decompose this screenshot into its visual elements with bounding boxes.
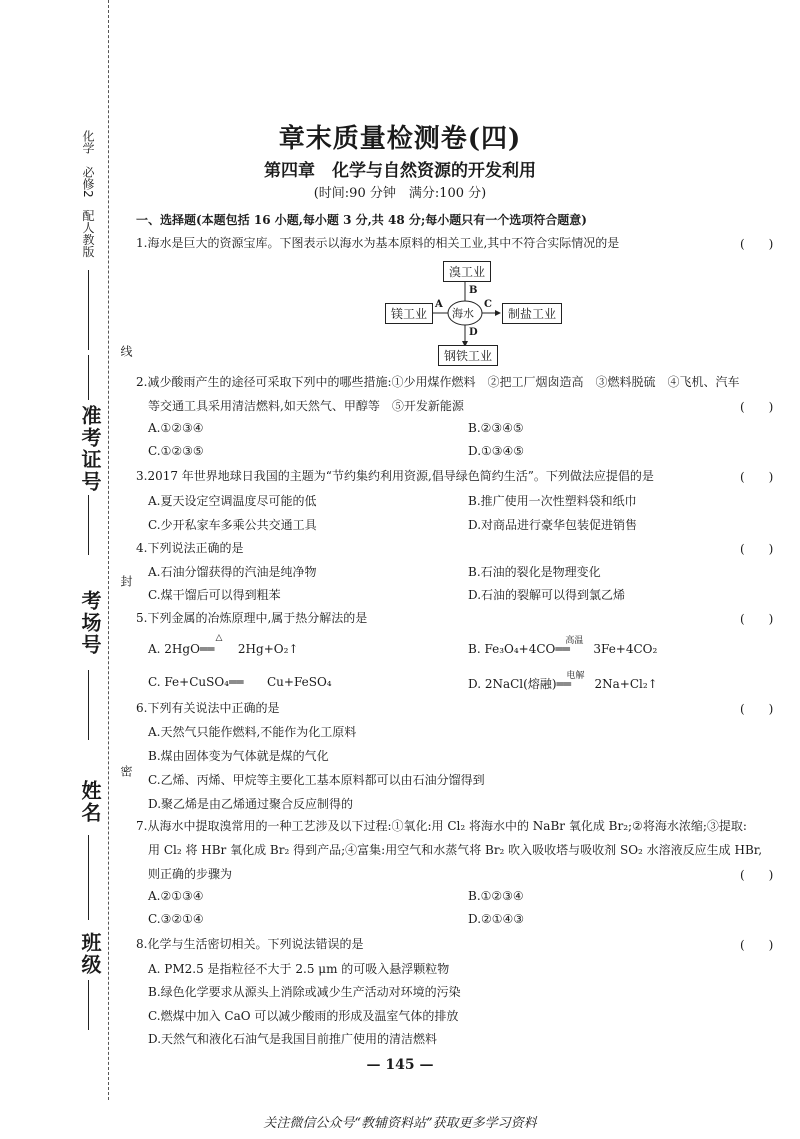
q3-option-b: B.推广使用一次性塑料袋和纸巾	[468, 494, 637, 508]
q8-option-d: D.天然气和液化石油气是我国目前推广使用的清洁燃料	[148, 1032, 438, 1046]
question-2-line-2: 等交通工具采用清洁燃料,如天然气、甲醇等 ⑤开发新能源	[148, 399, 464, 413]
bromine-industry-box: 溴工业	[443, 261, 491, 282]
question-3: 3.2017 年世界地球日我国的主题为“节约集约利用资源,倡导绿色简约生活”。下列做法应提倡的是	[136, 469, 654, 483]
answer-paren-2: ( )	[740, 400, 774, 414]
q3-option-d: D.对商品进行豪华包装促进销售	[468, 518, 638, 532]
mark-line: 线	[119, 345, 133, 357]
answer-paren-4: ( )	[740, 542, 774, 556]
q8-option-b: B.绿色化学要求从源头上消除或减少生产活动对环境的污染	[148, 985, 461, 999]
room-number-label: 考场号	[78, 590, 102, 656]
page-number: — 145 —	[366, 1057, 434, 1073]
name-label: 姓名	[78, 780, 102, 824]
q7-option-d: D.②①④③	[468, 912, 525, 926]
answer-paren-5: ( )	[740, 612, 774, 626]
q5-option-d: D. 2NaCl(熔融) 电解 ══ 2Na+Cl₂↑	[468, 671, 658, 691]
answer-paren-1: ( )	[740, 237, 774, 251]
exam-number-blank-2	[88, 495, 89, 555]
label-c: C	[484, 299, 492, 310]
q7-option-c: C.③②①④	[148, 912, 204, 926]
label-b: B	[469, 285, 478, 296]
q2-option-a: A.①②③④	[148, 421, 204, 435]
question-2-line-1: 2.减少酸雨产生的途径可采取下列中的哪些措施:①少用煤作燃料 ②把工厂烟囱造高 ③燃料脱硫 ④飞机、汽车	[136, 375, 740, 389]
page-title: 章末质量检测卷(四)	[278, 124, 522, 154]
q2-option-c: C.①②③⑤	[148, 444, 204, 458]
section-heading: 一、选择题(本题包括 16 小题,每小题 3 分,共 48 分;每小题只有一个选项符合题意)	[136, 213, 587, 227]
name-blank	[88, 835, 89, 920]
question-6: 6.下列有关说法中正确的是	[136, 701, 280, 715]
question-4: 4.下列说法正确的是	[136, 541, 244, 555]
question-8: 8.化学与生活密切相关。下列说法错误的是	[136, 937, 364, 951]
q6-option-b: B.煤由固体变为气体就是煤的气化	[148, 749, 329, 763]
exam-meta: (时间:90 分钟 满分:100 分)	[313, 186, 487, 201]
answer-paren-7: ( )	[740, 868, 774, 882]
q3-option-a: A.夏天设定空调温度尽可能的低	[148, 494, 317, 508]
q8-option-a: A. PM2.5 是指粒径不大于 2.5 μm 的可吸入悬浮颗粒物	[148, 962, 450, 976]
question-7-line-2: 用 Cl₂ 将 HBr 氧化成 Br₂ 得到产品;④富集:用空气和水蒸气将 Br₂ 吹入吸收塔与吸收剂 SO₂ 水溶液反应生成 HBr,	[148, 843, 763, 857]
class-blank	[88, 980, 89, 1030]
q4-option-a: A.石油分馏获得的汽油是纯净物	[148, 565, 317, 579]
mark-secret: 密	[119, 765, 133, 777]
question-1: 1.海水是巨大的资源宝库。下图表示以海水为基本原料的相关工业,其中不符合实际情况的是	[136, 236, 620, 250]
q5-option-c: C. Fe+CuSO₄══ Cu+FeSO₄	[148, 675, 332, 689]
answer-paren-3: ( )	[740, 470, 774, 484]
answer-paren-8: ( )	[740, 938, 774, 952]
answer-paren-6: ( )	[740, 702, 774, 716]
q3-option-c: C.少开私家车多乘公共交通工具	[148, 518, 317, 532]
q4-option-b: B.石油的裂化是物理变化	[468, 565, 601, 579]
q4-option-c: C.煤干馏后可以得到粗苯	[148, 588, 281, 602]
mark-seal: 封	[119, 575, 133, 587]
q5-option-a: A. 2HgO △ ══ 2Hg+O₂↑	[148, 633, 299, 656]
q6-option-d: D.聚乙烯是由乙烯通过聚合反应制得的	[148, 797, 354, 811]
question-7-line-3: 则正确的步骤为	[148, 867, 233, 881]
q7-option-b: B.①②③④	[468, 889, 524, 903]
label-a: A	[435, 299, 443, 310]
footer-note: 关注微信公众号“教辅资料站”获取更多学习资料	[263, 1116, 537, 1131]
book-underline	[88, 270, 89, 350]
q2-option-b: B.②③④⑤	[468, 421, 524, 435]
question-7-line-1: 7.从海水中提取溴常用的一种工艺涉及以下过程:①氧化:用 Cl₂ 将海水中的 NaBr 氧化成 Br₂;②将海水浓缩;③提取:	[136, 819, 747, 833]
chapter-title: 第四章 化学与自然资源的开发利用	[264, 161, 536, 181]
q7-option-a: A.②①③④	[148, 889, 204, 903]
question-5: 5.下列金属的冶炼原理中,属于热分解法的是	[136, 611, 368, 625]
q4-option-d: D.石油的裂解可以得到氯乙烯	[468, 588, 626, 602]
salt-industry-box: 制盐工业	[502, 303, 562, 324]
book-label: 化学 必修2 配人教版	[81, 130, 95, 258]
q2-option-d: D.①③④⑤	[468, 444, 525, 458]
exam-number-label: 准考证号	[78, 405, 102, 493]
room-number-blank	[88, 670, 89, 740]
q1-center-label: 海水	[452, 307, 474, 320]
label-d: D	[469, 327, 478, 338]
q6-option-c: C.乙烯、丙烯、甲烷等主要化工基本原料都可以由石油分馏得到	[148, 773, 485, 787]
magnesium-industry-box: 镁工业	[385, 303, 433, 324]
class-label: 班级	[78, 932, 102, 976]
q8-option-c: C.燃煤中加入 CaO 可以减少酸雨的形成及温室气体的排放	[148, 1009, 459, 1023]
q6-option-a: A.天然气只能作燃料,不能作为化工原料	[148, 725, 357, 739]
steel-industry-box: 钢铁工业	[438, 345, 498, 366]
exam-number-blank	[88, 355, 89, 400]
q5-option-b: B. Fe₃O₄+4CO 高温 ══ 3Fe+4CO₂	[468, 636, 658, 656]
